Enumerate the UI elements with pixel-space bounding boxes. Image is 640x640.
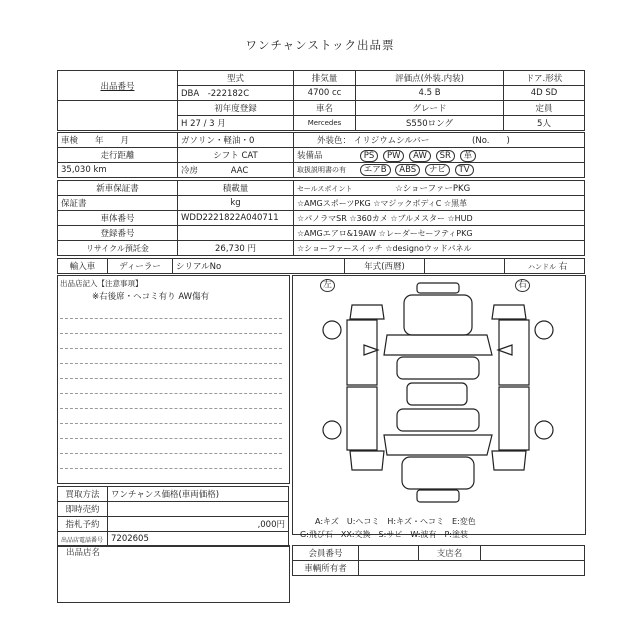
method-value: ワンチャンス価格(車両価格) xyxy=(108,487,289,502)
sheet-title: ワンチャンストック出品票 xyxy=(245,38,395,52)
right-front-fender xyxy=(492,305,526,319)
member-table xyxy=(292,545,585,576)
notes-ruled-line xyxy=(60,363,282,364)
sales-point-1: ☆ショーファーPKG xyxy=(395,184,471,194)
method-label: 買取方法 xyxy=(58,487,108,502)
diagram-left-label: 左 xyxy=(320,279,335,292)
left-rear-wheel xyxy=(323,421,341,439)
notes-ruled-line xyxy=(60,468,282,469)
owner-value xyxy=(359,561,585,576)
recycle-value: 26,730 円 xyxy=(178,241,294,256)
equipment-pw: PW xyxy=(383,150,405,162)
legend-line-2: G:飛び石 XX:交換 S:サビ W:波有 P:塗装 xyxy=(300,530,468,539)
left-rear-door xyxy=(347,387,377,450)
handle-label: ハンドル xyxy=(528,263,556,271)
notes-line-1: ※右後席・ヘコミ有り AW傷有 xyxy=(92,292,210,302)
legend-line-1: A:キズ U:ヘコミ H:キズ・ヘコミ E:変色 xyxy=(315,517,476,526)
equipment-sr: SR xyxy=(436,150,455,162)
notes-ruled-line xyxy=(60,333,282,334)
import-label: 輸入車 xyxy=(58,259,108,274)
branch-value xyxy=(481,546,585,561)
import-table xyxy=(57,258,585,274)
inspection-label: 車検 年 月 xyxy=(58,133,178,148)
immediate-label: 即時売約 xyxy=(58,502,108,517)
lot-blank xyxy=(58,101,178,131)
mileage-value: 35,030 km xyxy=(58,163,178,178)
vin-label: 車体番号 xyxy=(58,211,178,226)
car-damage-diagram xyxy=(292,275,584,515)
reg-no-value xyxy=(178,226,294,241)
sales-point-2: ☆AMGスポーツPKG ☆マジックボディC ☆黒革 xyxy=(294,196,585,211)
roof-rear xyxy=(397,409,479,431)
cooling-label: 冷房 xyxy=(181,166,199,176)
exterior-color-label: 外装色： xyxy=(317,136,352,146)
right-front-wheel xyxy=(535,321,553,339)
option-airbag: エアB xyxy=(360,164,391,176)
diagram-right-label: 右 xyxy=(515,279,530,292)
notes-ruled-line xyxy=(60,393,282,394)
sales-point-5: ☆ショーファースイッチ ☆designoウッドパネル xyxy=(294,241,585,256)
notes-ruled-line xyxy=(60,438,282,439)
sales-table xyxy=(57,180,585,256)
dealer-label: ディーラー xyxy=(108,259,173,274)
owner-label: 車輌所有者 xyxy=(293,561,359,576)
right-rear-fender xyxy=(492,451,526,470)
sales-point-3: ☆パノラマSR ☆360カメ ☆ブルメスター ☆HUD xyxy=(294,211,585,226)
option-tv: TV xyxy=(455,164,474,176)
right-rear-wheel xyxy=(535,421,553,439)
grade-value: S550ロング xyxy=(356,116,504,131)
fax-label: 出品店電話番号 xyxy=(58,532,108,547)
left-front-fender xyxy=(350,305,384,319)
score-value: 4.5 B xyxy=(356,86,504,101)
year-type-value xyxy=(425,259,505,274)
option-abs: ABS xyxy=(395,164,420,176)
model-value: DBA -222182C xyxy=(178,86,294,101)
displacement-value: 4700 cc xyxy=(294,86,356,101)
car-name-value: Mercedes xyxy=(294,116,356,131)
purchase-table xyxy=(57,486,289,547)
detail-table xyxy=(57,132,585,178)
first-reg-value: H 27 / 3 月 xyxy=(178,116,294,131)
handle-value: 右 xyxy=(558,262,568,272)
front-bumper xyxy=(417,283,459,293)
left-mirror xyxy=(364,345,378,355)
new-car-label: 新車保証書 xyxy=(58,181,178,196)
warranty-label: 保証書 xyxy=(58,196,178,211)
notes-ruled-line xyxy=(60,348,282,349)
right-mirror xyxy=(498,345,512,355)
serial-label: シリアルNo xyxy=(173,259,345,274)
member-value xyxy=(359,546,419,561)
immediate-value xyxy=(108,502,289,517)
left-rear-fender xyxy=(350,451,384,470)
model-label: 型式 xyxy=(178,71,294,86)
capacity-value: 5人 xyxy=(504,116,585,131)
option-navi: ナビ xyxy=(425,164,450,176)
year-type-label: 年式(西暦) xyxy=(345,259,425,274)
grade-label: グレード xyxy=(356,101,504,116)
notes-ruled-line xyxy=(60,453,282,454)
reg-no-label: 登録番号 xyxy=(58,226,178,241)
options-label: 取扱説明書の有 xyxy=(297,166,346,174)
shift-label: シフト CAT xyxy=(178,148,294,163)
member-label: 会員番号 xyxy=(293,546,359,561)
load-label: 積載量 xyxy=(178,181,294,196)
exterior-color-value: イリジウムシルバー xyxy=(353,136,430,146)
roof-center xyxy=(407,383,467,405)
lot-label: 出品番号 xyxy=(58,71,178,101)
reserve-label: 指札予約 xyxy=(58,517,108,532)
door-value: 4D SD xyxy=(504,86,585,101)
notes-ruled-line xyxy=(60,378,282,379)
color-no-value: (No. ) xyxy=(472,136,510,146)
branch-label: 支店名 xyxy=(419,546,481,561)
notes-ruled-line xyxy=(60,318,282,319)
recycle-label: リサイクル預託金 xyxy=(58,241,178,256)
right-rear-door xyxy=(499,387,529,450)
notes-ruled-line xyxy=(60,408,282,409)
sales-point-label: セールスポイント xyxy=(297,185,353,193)
trunk-outline xyxy=(402,457,474,489)
fuel-value: ガソリン・軽油・0 xyxy=(178,133,294,148)
load-value: kg xyxy=(178,196,294,211)
roof-front xyxy=(397,357,479,379)
windshield-outline xyxy=(384,335,492,355)
door-label: ドア.形状 xyxy=(504,71,585,86)
equipment-ps: PS xyxy=(360,150,379,162)
car-name-label: 車名 xyxy=(294,101,356,116)
first-reg-label: 初年度登録 xyxy=(178,101,294,116)
displacement-label: 排気量 xyxy=(294,71,356,86)
left-front-wheel xyxy=(323,321,341,339)
rear-bumper xyxy=(417,490,459,502)
spec-table xyxy=(57,70,585,131)
fax-value: 7202605 xyxy=(108,532,289,547)
notes-title: 出品店記入【注意事項】 xyxy=(60,279,143,288)
notes-ruled-line xyxy=(60,423,282,424)
sales-point-4: ☆AMGエアロ&19AW ☆レーダーセーフティPKG xyxy=(294,226,585,241)
mileage-label: 走行距離 xyxy=(58,148,178,163)
capacity-label: 定員 xyxy=(504,101,585,116)
hood-outline xyxy=(404,295,472,335)
equipment-label: 装備品 xyxy=(297,150,323,161)
vin-value: WDD2221822A040711 xyxy=(178,211,294,226)
cooling-value: AAC xyxy=(230,166,249,176)
rear-window-outline xyxy=(384,435,492,455)
score-label: 評価点(外装.内装) xyxy=(356,71,504,86)
store-label: 出品店名 xyxy=(66,548,101,558)
equipment-aw: AW xyxy=(409,150,431,162)
equipment-leather: 革 xyxy=(460,150,477,162)
reserve-value: ,000円 xyxy=(108,517,289,532)
